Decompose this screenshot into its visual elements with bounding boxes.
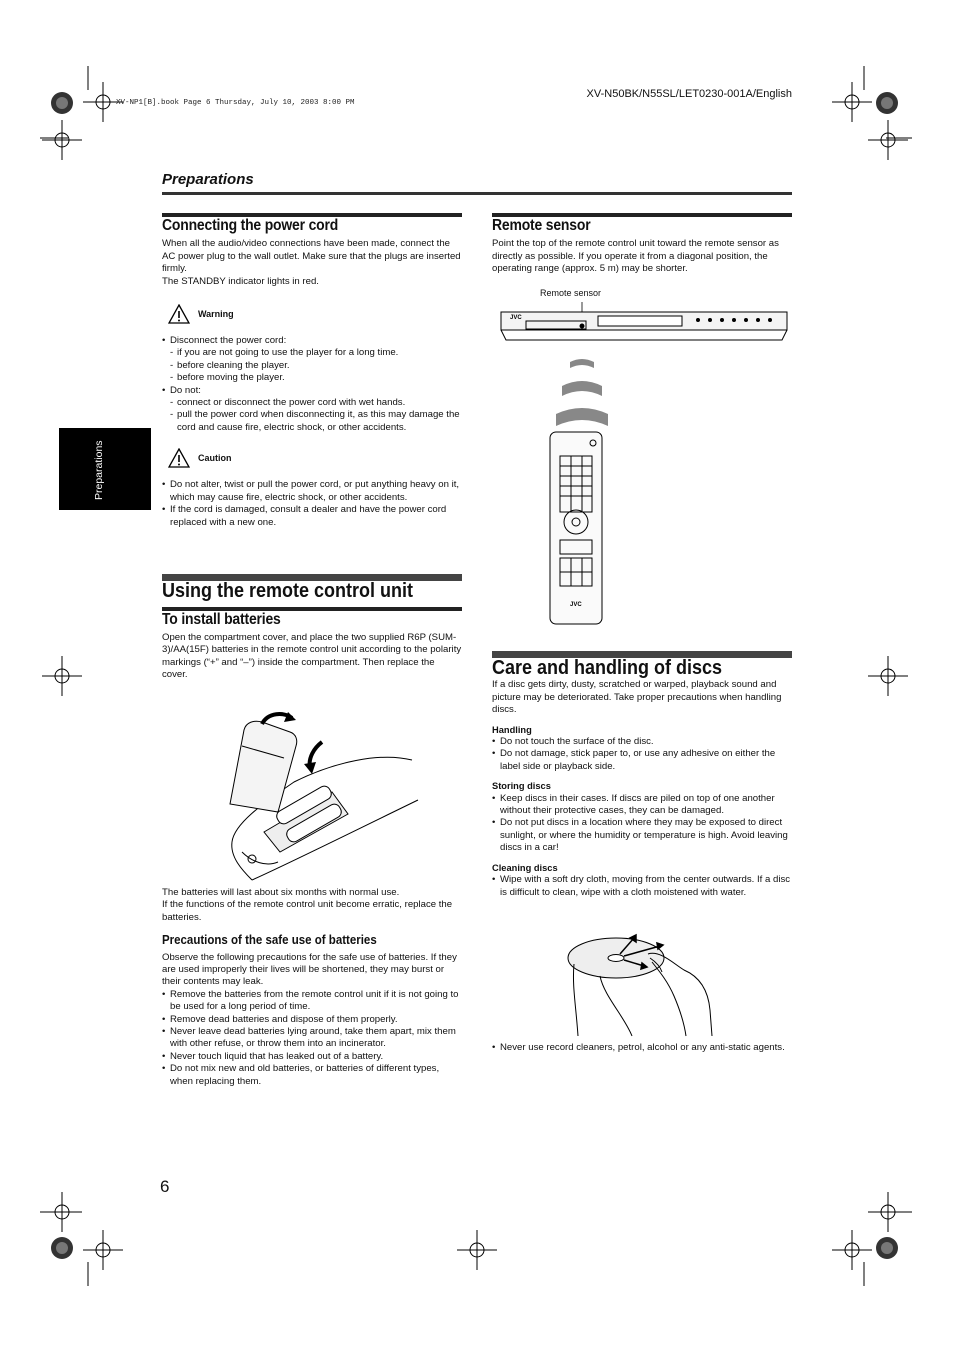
remote-unit-section	[162, 574, 462, 681]
section-title: Preparations	[162, 171, 254, 188]
caution-icon	[168, 448, 190, 468]
caution-block	[168, 448, 462, 468]
power-cord-intro: When all the audio/video connections have been made, connect the AC power plug to the wall outlet. Make sure that the plugs are inserted firmly.	[162, 238, 461, 275]
list-item: - before cleaning the player.	[162, 360, 462, 372]
warning-icon	[168, 304, 190, 324]
cleaning-title: Cleaning discs	[492, 862, 558, 873]
warning-block	[168, 304, 462, 324]
list-item: • Do not:	[162, 385, 462, 397]
discs-title: Care and handling of discs	[492, 657, 723, 679]
power-cord-heading-bar	[162, 213, 462, 232]
list-item: • Do not touch the surface of the disc.	[492, 736, 792, 748]
list-item: • Never touch liquid that has leaked out of a battery.	[162, 1051, 462, 1063]
remote-control	[550, 432, 602, 624]
remote-sensor-label: Remote sensor	[540, 288, 602, 298]
discs-section	[492, 651, 792, 899]
section-rule	[162, 192, 792, 195]
list-item: - connect or disconnect the power cord with wet hands.	[162, 397, 462, 409]
remote-sensor-heading-bar	[492, 213, 792, 232]
document-code: XV-N50BK/N55SL/LET0230-001A/English	[586, 88, 792, 100]
list-item: • Do not mix new and old batteries, or batteries of different types, when replacing them.	[162, 1063, 462, 1088]
list-item: • Wipe with a soft dry cloth, moving from the center outwards. If a disc is difficult to clean, wipe with a cloth moistened with water.	[492, 874, 792, 899]
list-item: • Do not alter, twist or pull the power cord, or put anything heavy on it, which may cause fire, electric shock, or other accidents.	[162, 479, 462, 504]
remote-brand: JVC	[570, 602, 582, 608]
precautions-intro: Observe the following precautions for the safe use of batteries. If they are used improperly their lives will be shortened, they may burst or their contents may leak.	[162, 951, 457, 988]
precautions-title: Precautions of the safe use of batteries	[162, 933, 377, 948]
list-item: - pull the power cord when disconnecting it, as this may damage the cord and cause fire, electric shock, or other accidents.	[162, 409, 462, 434]
list-item: • Disconnect the power cord:	[162, 335, 462, 347]
battery-replace-note: If the functions of the remote control unit become erratic, replace the batteries.	[162, 899, 453, 923]
player-brand: JVC	[510, 315, 522, 321]
discs-intro: If a disc gets dirty, dusty, scratched or warped, playback sound and picture may be deteriorated. Take proper precautions when handling discs.	[492, 679, 782, 716]
list-item: • If the cord is damaged, consult a dealer and have the power cord replaced with a new one.	[162, 504, 462, 529]
list-item: • Remove dead batteries and dispose of them properly.	[162, 1014, 462, 1026]
storing-title: Storing discs	[492, 781, 551, 792]
remote-sensor-title: Remote sensor	[492, 217, 591, 234]
list-item: • Never leave dead batteries lying around, take them apart, mix them with other refuse, or throw them into an incinerator.	[162, 1026, 462, 1051]
list-item: • Do not damage, stick paper to, or use any adhesive on either the label side or playback side.	[492, 748, 792, 773]
batteries-text: Open the compartment cover, and place the two supplied R6P (SUM-3)/AA(15F) batteries in the remote control unit according to the polarity markings (“+” and “–”) inside the compartment. Then replace the cover.	[162, 631, 462, 681]
battery-life-note: The batteries will last about six months with normal use.	[162, 887, 400, 898]
battery-install-illustration	[222, 712, 422, 884]
warning-label: Warning	[198, 308, 234, 319]
handling-title: Handling	[492, 724, 532, 735]
page-number: 6	[160, 1177, 170, 1196]
caution-label: Caution	[198, 453, 232, 464]
list-item: • Keep discs in their cases. If discs are piled on top of one another without their protective cases, they can be damaged.	[492, 793, 792, 818]
power-cord-section	[162, 213, 462, 529]
batteries-title: To install batteries	[162, 611, 281, 629]
side-tab	[59, 428, 151, 510]
list-item: - if you are not going to use the player for a long time.	[162, 347, 462, 359]
power-cord-title: Connecting the power cord	[162, 217, 339, 234]
dvd-player	[501, 312, 787, 340]
side-tab-label: Preparations	[93, 440, 105, 500]
remote-sensor-illustration	[498, 300, 790, 630]
remote-unit-title: Using the remote control unit	[162, 580, 414, 602]
discs-final-note	[492, 1042, 792, 1054]
batteries-heading-bar	[162, 607, 462, 629]
disc-cleaning-illustration	[564, 926, 714, 1038]
batteries-notes	[162, 887, 462, 1088]
list-item: • Do not put discs in a location where they may be exposed to direct sunlight, or where the humidity or temperature is high. Avoid leaving discs in a car!	[492, 817, 792, 854]
remote-sensor-section	[492, 213, 792, 276]
remote-unit-heading-bar	[162, 574, 462, 602]
standby-note: The STANDBY indicator lights in red.	[162, 275, 319, 287]
signal-waves	[556, 359, 608, 426]
discs-heading-bar	[492, 651, 792, 679]
list-item: - before moving the player.	[162, 372, 462, 384]
list-item: • Remove the batteries from the remote control unit if it is not going to be used for a long period of time.	[162, 989, 462, 1014]
remote-sensor-text: Point the top of the remote control unit toward the remote sensor as directly as possible. If you operate it from a diagonal position, the operating range (approx. 5 m) may be shorter.	[492, 238, 779, 275]
list-item: • Never use record cleaners, petrol, alcohol or any anti-static agents.	[492, 1042, 792, 1054]
file-info: XV-NP1[B].book Page 6 Thursday, July 10, 2003 8:00 PM	[116, 99, 355, 107]
